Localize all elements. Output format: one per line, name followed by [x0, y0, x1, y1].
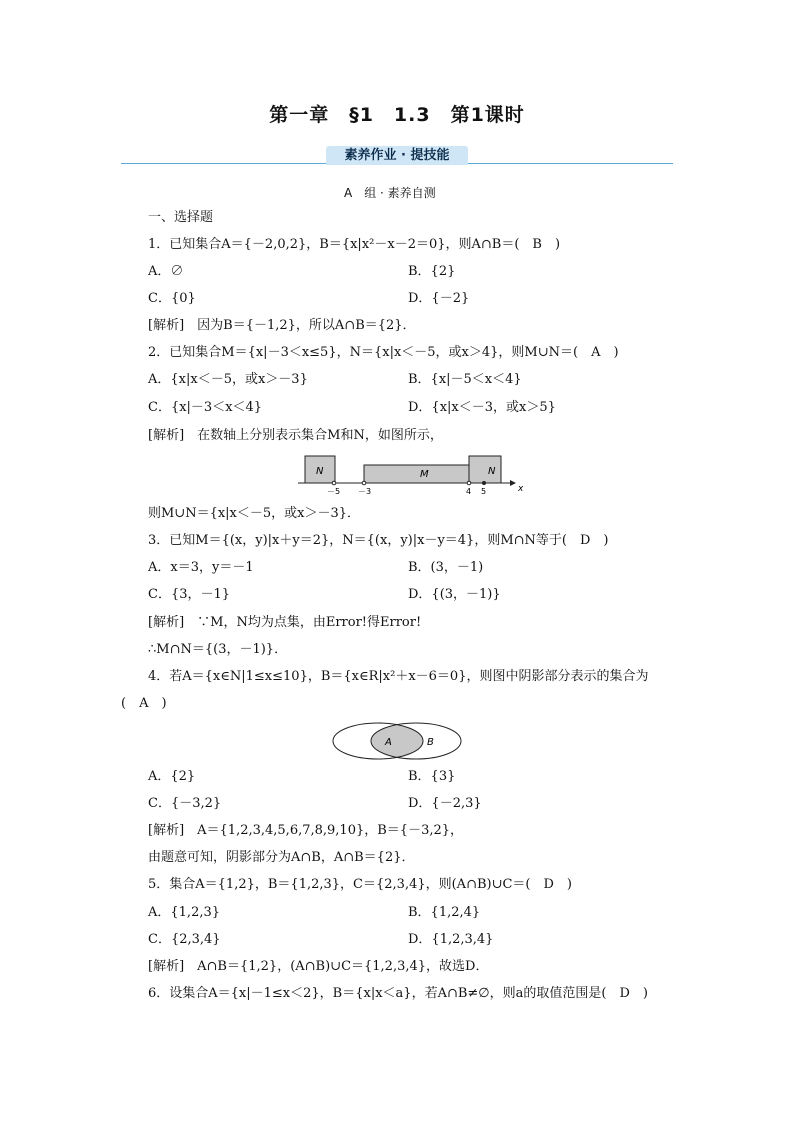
q4-option-d: D．{－2,3} — [408, 796, 482, 811]
q2-option-b: B．{x|－5＜x＜4} — [408, 372, 522, 387]
q1-option-d: D．{－2} — [408, 291, 470, 306]
q5-option-b: B．{1,2,4} — [408, 905, 481, 920]
q3-option-d: D．{(3，－1)} — [408, 587, 501, 602]
q1-solution: [解析] 因为B＝{－1,2}，所以A∩B＝{2}． — [148, 318, 416, 333]
tick-label: －3 — [358, 487, 372, 495]
q4-option-a: A．{2} — [148, 769, 196, 784]
q5-option-c: C．{2,3,4} — [148, 932, 221, 947]
tick-label: 4 — [466, 487, 472, 495]
q3-option-b: B．(3，－1) — [408, 560, 484, 575]
q3-solution-conclusion: ∴M∩N＝{(3，－1)}． — [148, 642, 288, 657]
q3-option-a: A．x＝3，y＝－1 — [148, 560, 254, 575]
set-n-right-region — [469, 456, 501, 483]
venn-label-b: B — [427, 737, 434, 748]
q4-option-b: B．{3} — [408, 769, 456, 784]
q4-solution-conclusion: 由题意可知，阴影部分为A∩B，A∩B＝{2}． — [148, 850, 415, 865]
q2-option-c: C．{x|－3＜x＜4} — [148, 400, 263, 415]
q1-option-c: C．{0} — [148, 291, 196, 306]
q1-option-a: A．∅ — [148, 264, 184, 279]
q5-option-a: A．{1,2,3} — [148, 905, 221, 920]
q5-option-d: D．{1,2,3,4} — [408, 932, 494, 947]
label-n-right: N — [488, 466, 496, 477]
q5-stem: 5．集合A＝{1,2}，B＝{1,2,3}，C＝{2,3,4}，则(A∩B)∪C＝( D ) — [148, 877, 572, 892]
q2-option-d: D．{x|x＜－3，或x＞5} — [408, 400, 556, 415]
venn-diagram — [331, 721, 463, 761]
q4-option-c: C．{－3,2} — [148, 796, 222, 811]
section-heading: 一、选择题 — [148, 210, 214, 225]
group-heading: A 组 · 素养自测 — [344, 186, 436, 200]
q3-stem: 3．已知M＝{(x，y)|x＋y＝2}，N＝{(x，y)|x－y＝4}，则M∩N等于( D ) — [148, 533, 609, 548]
label-m: M — [420, 469, 429, 480]
q6-stem: 6．设集合A＝{x|－1≤x＜2}，B＝{x|x＜a}，若A∩B≠∅，则a的取值范围是( D ) — [148, 986, 648, 1001]
q5-solution: [解析] A∩B＝{1,2}，(A∩B)∪C＝{1,2,3,4}，故选D． — [148, 959, 489, 974]
label-n-left: N — [316, 466, 324, 477]
tick-label: 5 — [481, 487, 487, 495]
page-title: 第一章 §1 1.3 第1课时 — [269, 104, 525, 126]
q2-stem: 2．已知集合M＝{x|－3＜x≤5}，N＝{x|x＜－5，或x＞4}，则M∪N＝( A ) — [148, 345, 619, 360]
q2-solution: [解析] 在数轴上分别表示集合M和N，如图所示， — [148, 428, 443, 443]
q4-stem: 4．若A＝{x∈N|1≤x≤10}，B＝{x∈R|x²＋x－6＝0}，则图中阴影部分表示的集合为 — [148, 669, 649, 684]
axis-label: x — [518, 484, 524, 494]
q4-solution: [解析] A＝{1,2,3,4,5,6,7,8,9,10}，B＝{－3,2}， — [148, 823, 464, 838]
q1-option-b: B．{2} — [408, 264, 456, 279]
q1-stem: 1．已知集合A＝{－2,0,2}，B＝{x|x²－x－2＝0}，则A∩B＝( B ) — [148, 237, 561, 252]
q2-solution-conclusion: 则M∪N＝{x|x＜－5，或x＞－3}． — [148, 506, 361, 521]
section-banner: 素养作业 · 提技能 — [326, 146, 468, 165]
q3-solution: [解析] ∵M，N均为点集，由Error!得Error! — [148, 615, 422, 630]
q4-stem-answer: ( A ) — [121, 696, 167, 711]
venn-label-a: A — [385, 737, 392, 748]
q3-option-c: C．{3，－1} — [148, 587, 231, 602]
tick-label: －5 — [327, 487, 341, 495]
number-line-figure — [298, 453, 530, 495]
q2-option-a: A．{x|x＜－5，或x＞－3} — [148, 372, 308, 387]
